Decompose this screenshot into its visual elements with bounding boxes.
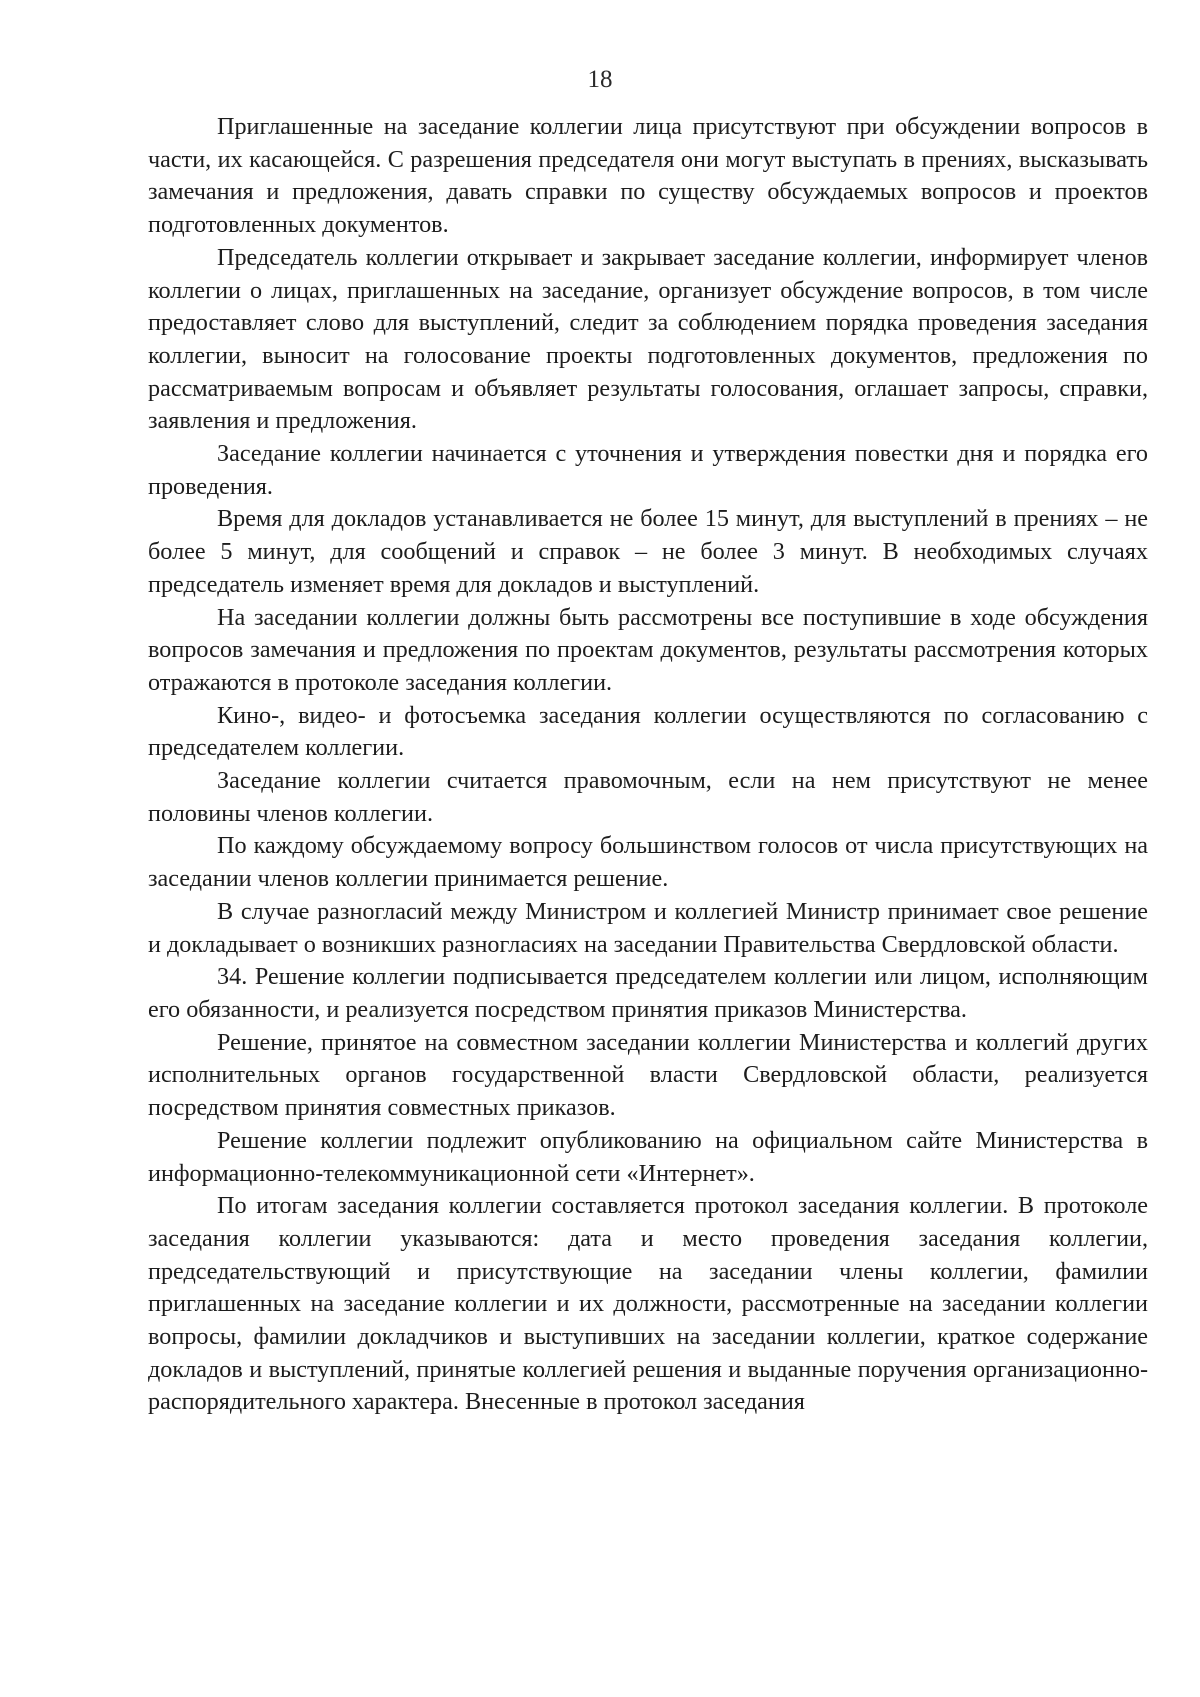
document-body [148, 111, 1148, 1419]
paragraph: Приглашенные на заседание коллегии лица присутствуют при обсуждении вопросов в части, их касающейся. С разрешения председателя они могут выступать в прениях, высказывать замечания и предложения, давать справки по существу обсуждаемых вопросов и проектов подготовленных документов. [148, 113, 1148, 239]
paragraph: Решение, принятое на совместном заседании коллегии Министерства и коллегий других исполнительных органов государственной власти Свердловской области, реализуется посредством принятия совместных приказов. [148, 1028, 1148, 1122]
paragraph: Председатель коллегии открывает и закрывает заседание коллегии, информирует членов коллегии о лицах, приглашенных на заседание, организует обсуждение вопросов, в том числе предоставляет слово для выступлений, следит за соблюдением порядка проведения заседания коллегии, выносит на голосование проекты подготовленных документов, предложения по рассматриваемым вопросам и объявляет результаты голосования, оглашает запросы, справки, заявления и предложения. [148, 243, 1148, 435]
paragraph: На заседании коллегии должны быть рассмотрены все поступившие в ходе обсуждения вопросов замечания и предложения по проектам документов, результаты рассмотрения которых отражаются в протоколе заседания коллегии. [148, 603, 1148, 696]
paragraph: Заседание коллегии начинается с уточнения и утверждения повестки дня и порядка его проведения. [148, 440, 1148, 500]
paragraph: В случае разногласий между Министром и коллегией Министр принимает свое решение и докладывает о возникших разногласиях на заседании Правительства Свердловской области. [148, 897, 1148, 958]
paragraph: По каждому обсуждаемому вопросу большинством голосов от числа присутствующих на заседании членов коллегии принимается решение. [148, 832, 1148, 893]
paragraph: Решение коллегии подлежит опубликованию на официальном сайте Министерства в информационно-телекоммуникационной сети «Интернет». [148, 1126, 1148, 1187]
paragraph: 34. Решение коллегии подписывается председателем коллегии или лицом, исполняющим его обязанности, и реализуется посредством принятия приказов Министерства. [148, 963, 1148, 1023]
page-number: 18 [587, 66, 613, 93]
paragraph: По итогам заседания коллегии составляется протокол заседания коллегии. В протоколе заседания коллегии указываются: дата и место проведения заседания коллегии, председательствующий и присутствующие на заседании члены коллегии, фамилии приглашенных на заседание коллегии и их должности, рассмотренные на заседании коллегии вопросы, фамилии докладчиков и выступивших на заседании коллегии, краткое содержание докладов и выступлений, принятые коллегией решения и выданные поручения организационно-распорядительного характера. Внесенные в протокол заседания [148, 1192, 1148, 1416]
paragraph: Заседание коллегии считается правомочным, если на нем присутствуют не менее половины членов коллегии. [148, 767, 1148, 827]
paragraph: Время для докладов устанавливается не более 15 минут, для выступлений в прениях – не более 5 минут, для сообщений и справок – не более 3 минут. В необходимых случаях председатель изменяет время для докладов и выступлений. [148, 505, 1148, 598]
paragraph: Кино-, видео- и фотосъемка заседания коллегии осуществляются по согласованию с председателем коллегии. [148, 701, 1148, 762]
